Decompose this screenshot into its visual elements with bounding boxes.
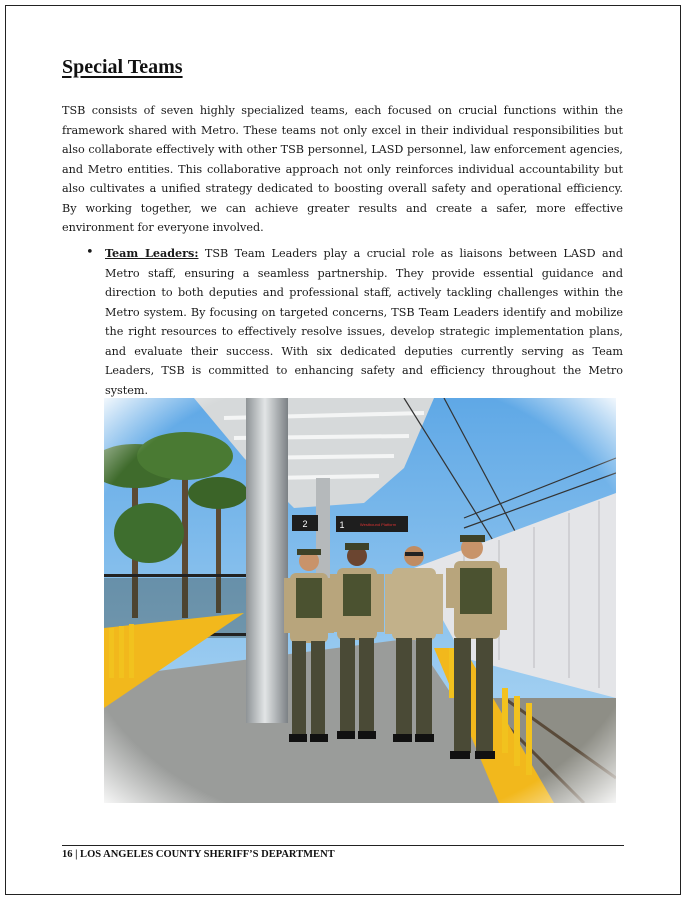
intro-paragraph: TSB consists of seven highly specialized teams, each focused on crucial functions within the framework shared with Metro. These teams not only excel in their individual responsibilities but also collaborate effectively with other TSB personnel, LASD personnel, law enforcement agencies, and Metro entities. This collaborative approach not only reinforces individual accountability but also cultivates a unified strategy dedicated to boosting overall safety and operational efficiency. By working together, we can achieve greater results and create a safer, more effective environment for everyone involved.: [62, 104, 623, 234]
page-footer: 16 | LOS ANGELES COUNTY SHERIFF’S DEPARTMENT: [62, 849, 335, 860]
bullet-label: Team Leaders:: [105, 246, 199, 260]
page-heading: Special Teams: [62, 56, 183, 78]
footer-rule: [62, 845, 624, 846]
team-leaders-photo: [104, 398, 616, 803]
photo-vignette: [104, 398, 616, 803]
bullet-marker: •: [86, 245, 94, 260]
bullet-item-team-leaders: [105, 244, 623, 400]
bullet-body: TSB Team Leaders play a crucial role as liaisons between LASD and Metro staff, ensuring a seamless partnership. They provide essential guidance and direction to both deputies and professional staff, actively tackling challenges within the Metro system. By focusing on targeted concerns, TSB Team Leaders identify and mobilize the right resources to effectively resolve issues, develop strategic implementation plans, and evaluate their success. With six dedicated deputies currently serving as Team Leaders, TSB is committed to enhancing safety and efficiency throughout the Metro system.: [105, 247, 623, 397]
